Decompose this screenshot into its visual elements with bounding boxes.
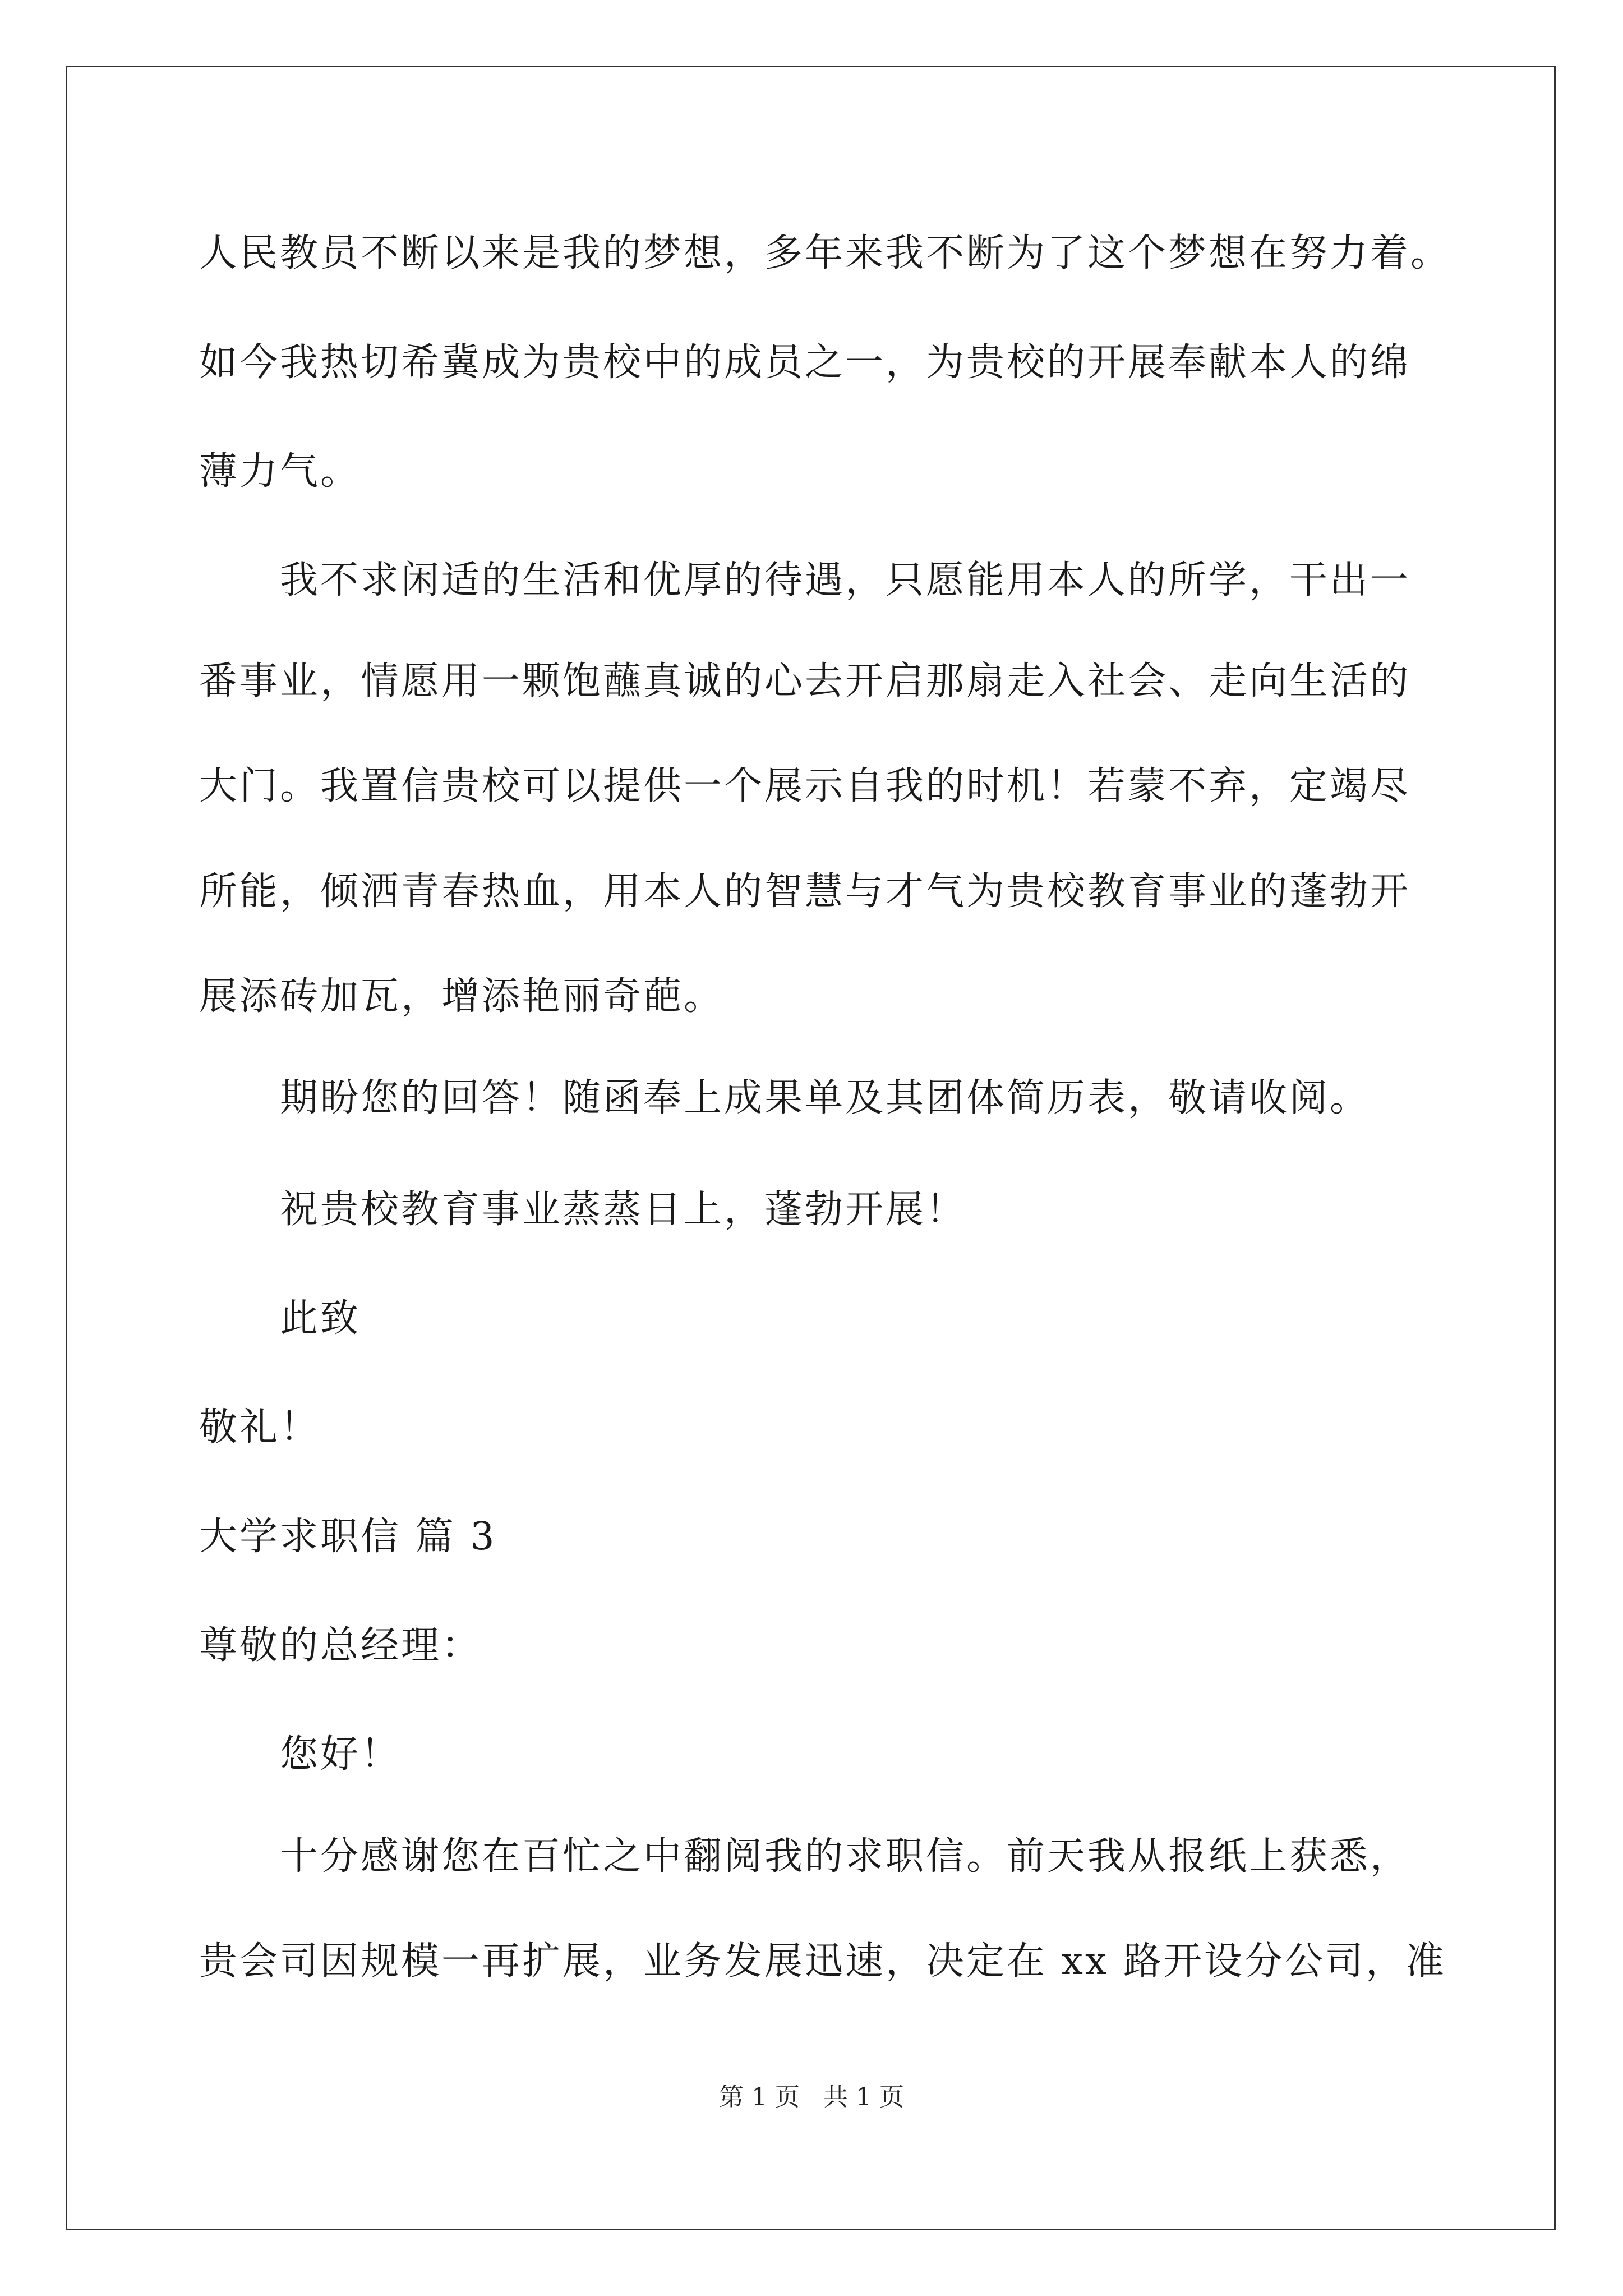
section-heading: 大学求职信 篇 3: [199, 1515, 497, 1559]
text-line: 所能，倾洒青春热血，用本人的智慧与才气为贵校教育事业的蓬勃开: [199, 869, 1411, 914]
page-number: 第 1 页: [719, 2083, 800, 2111]
text-line: 番事业，情愿用一颗饱蘸真诚的心去开启那扇走入社会、走向生活的: [199, 659, 1411, 703]
page-border: [66, 66, 1556, 2230]
text-line: 敬礼！: [199, 1405, 321, 1450]
text-line: 薄力气。: [199, 449, 361, 494]
greeting: 您好！: [280, 1732, 402, 1777]
text-line: 祝贵校教育事业蒸蒸日上，蓬勃开展！: [280, 1188, 967, 1232]
text-line: 十分感谢您在百忙之中翻阅我的求职信。前天我从报纸上获悉，: [280, 1834, 1411, 1879]
text-line: 期盼您的回答！随函奉上成果单及其团体简历表，敬请收阅。: [280, 1076, 1371, 1120]
text-line: 此致: [280, 1296, 361, 1341]
page-footer: [0, 2083, 1623, 2112]
page-total: 共 1 页: [823, 2083, 904, 2111]
text-line: 我不求闲适的生活和优厚的待遇，只愿能用本人的所学，干出一: [280, 558, 1411, 602]
salutation: 尊敬的总经理：: [199, 1623, 482, 1668]
text-line: 大门。我置信贵校可以提供一个展示自我的时机！若蒙不弃，定竭尽: [199, 764, 1411, 808]
text-line: 人民教员不断以来是我的梦想，多年来我不断为了这个梦想在努力着。: [199, 231, 1451, 275]
text-line: 贵会司因规模一再扩展，业务发展迅速，决定在 xx 路开设分公司，准: [199, 1939, 1446, 1984]
text-line: 展添砖加瓦，增添艳丽奇葩。: [199, 974, 725, 1019]
text-line: 如今我热切希冀成为贵校中的成员之一，为贵校的开展奉献本人的绵: [199, 341, 1411, 385]
